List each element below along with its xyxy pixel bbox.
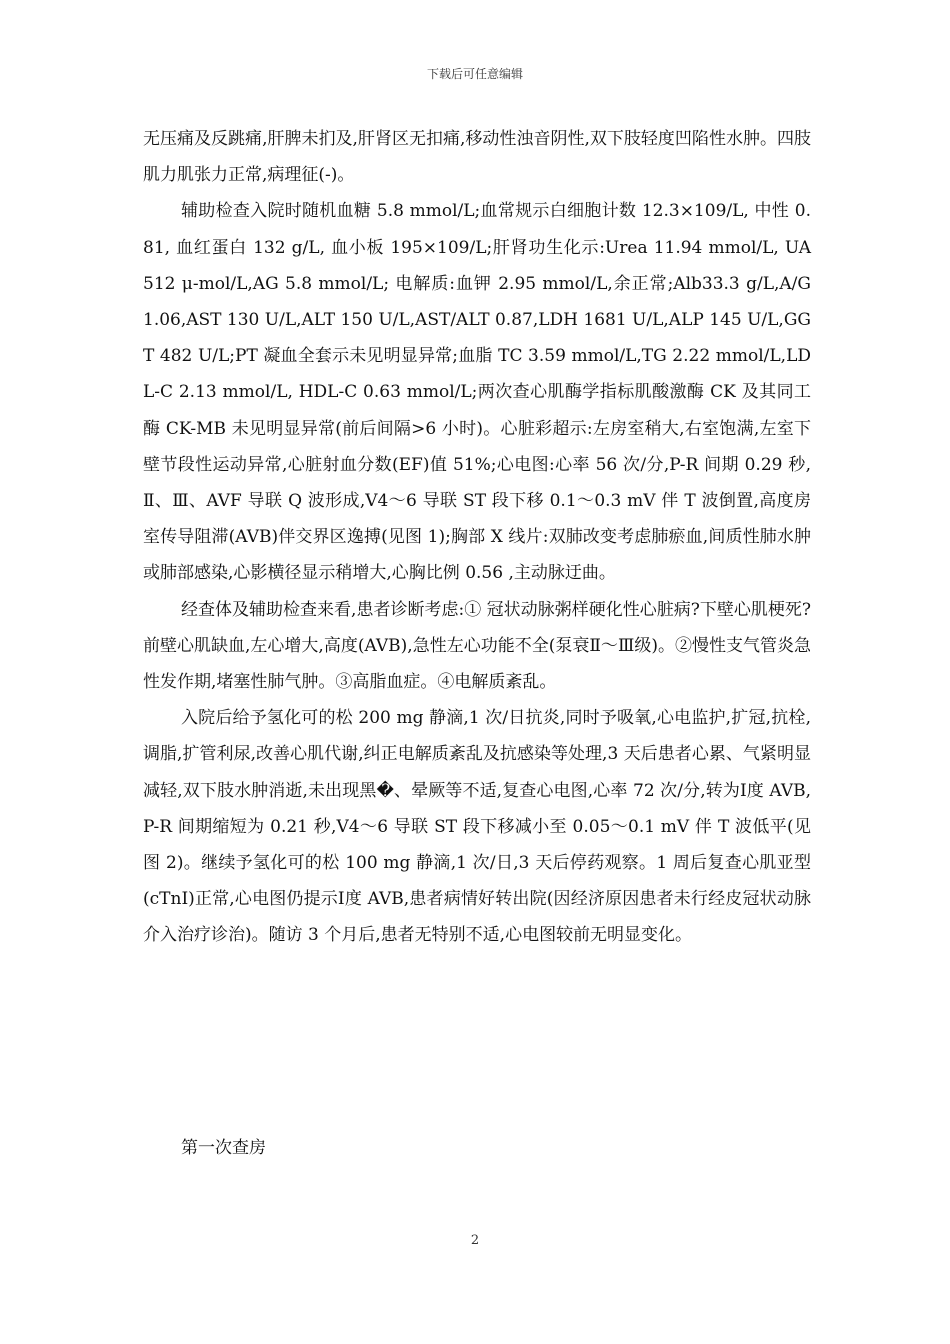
section-title: 第一次查房 [181, 1138, 266, 1158]
page-header: 下载后可任意编辑 [426, 67, 523, 81]
paragraph-physical-exam: 无压痛及反跳痛,肝脾未扪及,肝肾区无扣痛,移动性浊音阴性,双下肢轻度凹陷性水肿。四肢肌力肌张力正常,病理征(-)。 [143, 129, 811, 186]
document-body [143, 121, 811, 954]
paragraph-diagnosis: 经查体及辅助检查来看,患者诊断考虑:① 冠状动脉粥样硬化性心脏病?下壁心肌梗死?前壁心肌缺血,左心增大,高度(AVB),急性左心功能不全(泵衰Ⅱ～Ⅲ级)。②慢性支气管炎急性发作期,堵塞性肺气肿。③高脂血症。④电解质紊乱。 [143, 599, 811, 693]
paragraph-auxiliary-exam: 辅助检查入院时随机血糖 5.8 mmol/L;血常规示白细胞计数 12.3×109/L, 中性 0.81, 血红蛋白 132 g/L, 血小板 195×109/L;肝肾功生化示:Urea 11.94 mmol/L, UA 512 μ-mol/L,AG 5.8 mmol/L; 电解质:血钾 2.95 mmol/L,余正常;Alb33.3 g/L,A/G 1.06,AST 130 U/L,ALT 150 U/L,AST/ALT 0.87,LDH 1681 U/L,ALP 145 U/L,GGT 482 U/L;PT 凝血全套示未见明显异常;血脂 TC 3.59 mmol/L,TG 2.22 mmol/L,LDL-C 2.13 mmol/L, HDL-C 0.63 mmol/L;两次查心肌酶学指标肌酸激酶 CK 及其同工酶 CK-MB 未见明显异常(前后间隔>6 小时)。心脏彩超示:左房室稍大,右室饱满,左室下壁节段性运动异常,心脏射血分数(EF)值 51%;心电图:心率 56 次/分,P-R 间期 0.29 秒,Ⅱ、Ⅲ、AVF 导联 Q 波形成,V4～6 导联 ST 段下移 0.1～0.3 mV 伴 T 波倒置,高度房室传导阻滞(AVB)伴交界区逸搏(见图 1);胸部 X 线片:双肺改变考虑肺瘀血,间质性肺水肿或肺部感染,心影横径显示稍增大,心胸比例 0.56 ,主动脉迂曲。 [143, 201, 811, 584]
page-number: 2 [470, 1233, 480, 1248]
paragraph-treatment: 入院后给予氢化可的松 200 mg 静滴,1 次/日抗炎,同时予吸氧,心电监护,扩冠,抗栓,调脂,扩管利尿,改善心肌代谢,纠正电解质紊乱及抗感染等处理,3 天后患者心累、气紧明显减轻,双下肢水肿消逝,未出现黑�、晕厥等不适,复查心电图,心率 72 次/分,转为Ⅰ度 AVB,P-R 间期缩短为 0.21 秒,V4～6 导联 ST 段下移减小至 0.05～0.1 mV 伴 T 波低平(见图 2)。继续予氢化可的松 100 mg 静滴,1 次/日,3 天后停药观察。1 周后复查心肌亚型(cTnI)正常,心电图仍提示Ⅰ度 AVB,患者病情好转出院(因经济原因患者未行经皮冠状动脉介入治疗诊治)。随访 3 个月后,患者无特别不适,心电图较前无明显变化。 [143, 708, 811, 946]
